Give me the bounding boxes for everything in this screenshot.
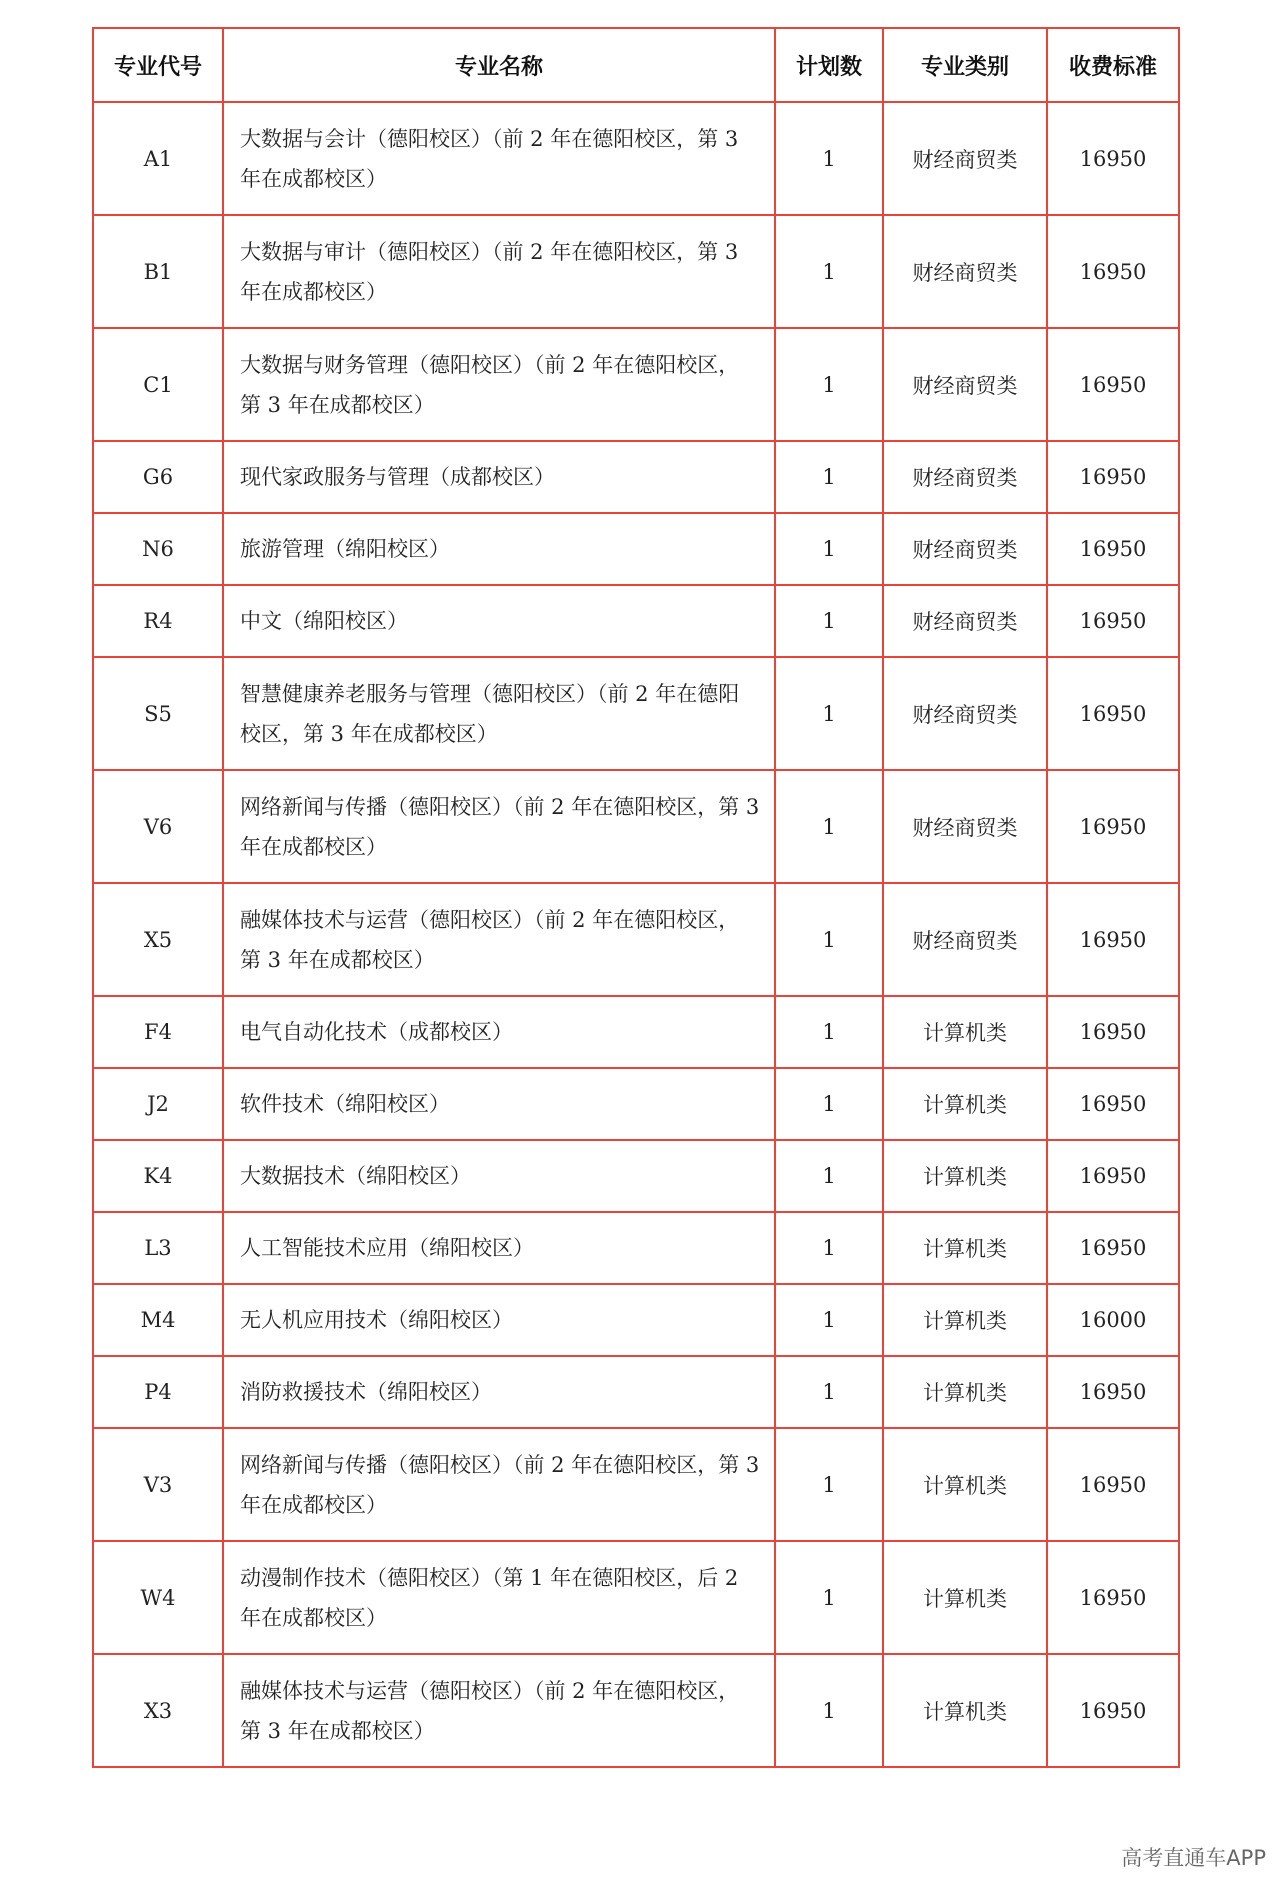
cell-category: 计算机类 (883, 1541, 1047, 1654)
cell-code: C1 (93, 328, 223, 441)
cell-name: 旅游管理（绵阳校区） (223, 513, 775, 585)
cell-plan: 1 (775, 441, 883, 513)
cell-fee: 16950 (1047, 1654, 1179, 1767)
table-row (93, 102, 1179, 215)
cell-fee: 16950 (1047, 585, 1179, 657)
cell-plan: 1 (775, 328, 883, 441)
table-row (93, 657, 1179, 770)
cell-category: 计算机类 (883, 1068, 1047, 1140)
table-row (93, 1212, 1179, 1284)
cell-category: 计算机类 (883, 1356, 1047, 1428)
cell-code: B1 (93, 215, 223, 328)
table-row (93, 215, 1179, 328)
watermark: 高考直通车APP (1121, 1846, 1266, 1870)
cell-category: 财经商贸类 (883, 585, 1047, 657)
cell-category: 计算机类 (883, 1212, 1047, 1284)
cell-code: L3 (93, 1212, 223, 1284)
cell-category: 财经商贸类 (883, 441, 1047, 513)
table-row (93, 441, 1179, 513)
cell-code: J2 (93, 1068, 223, 1140)
cell-name: 人工智能技术应用（绵阳校区） (223, 1212, 775, 1284)
cell-plan: 1 (775, 1356, 883, 1428)
cell-name: 智慧健康养老服务与管理（德阳校区）（前 2 年在德阳校区，第 3 年在成都校区） (223, 657, 775, 770)
cell-code: F4 (93, 996, 223, 1068)
cell-plan: 1 (775, 1212, 883, 1284)
cell-name: 大数据与审计（德阳校区）（前 2 年在德阳校区，第 3 年在成都校区） (223, 215, 775, 328)
table-row (93, 1356, 1179, 1428)
cell-plan: 1 (775, 657, 883, 770)
table-row (93, 1428, 1179, 1541)
cell-code: X3 (93, 1654, 223, 1767)
cell-name: 中文（绵阳校区） (223, 585, 775, 657)
table-row (93, 328, 1179, 441)
cell-plan: 1 (775, 1068, 883, 1140)
cell-plan: 1 (775, 102, 883, 215)
cell-fee: 16950 (1047, 1140, 1179, 1212)
cell-category: 计算机类 (883, 1284, 1047, 1356)
enrollment-plan-table (92, 27, 1180, 1768)
cell-name: 动漫制作技术（德阳校区）（第 1 年在德阳校区，后 2 年在成都校区） (223, 1541, 775, 1654)
cell-category: 财经商贸类 (883, 328, 1047, 441)
cell-fee: 16950 (1047, 215, 1179, 328)
cell-name: 大数据与会计（德阳校区）（前 2 年在德阳校区，第 3 年在成都校区） (223, 102, 775, 215)
table-row (93, 770, 1179, 883)
header-category: 专业类别 (883, 28, 1047, 102)
cell-plan: 1 (775, 1541, 883, 1654)
table-row (93, 1068, 1179, 1140)
cell-name: 网络新闻与传播（德阳校区）（前 2 年在德阳校区，第 3 年在成都校区） (223, 1428, 775, 1541)
table-header-row (93, 28, 1179, 102)
cell-name: 消防救援技术（绵阳校区） (223, 1356, 775, 1428)
cell-plan: 1 (775, 215, 883, 328)
cell-category: 财经商贸类 (883, 770, 1047, 883)
cell-name: 软件技术（绵阳校区） (223, 1068, 775, 1140)
cell-category: 计算机类 (883, 1140, 1047, 1212)
cell-plan: 1 (775, 585, 883, 657)
table-row (93, 996, 1179, 1068)
cell-code: P4 (93, 1356, 223, 1428)
cell-fee: 16950 (1047, 1356, 1179, 1428)
cell-plan: 1 (775, 996, 883, 1068)
cell-fee: 16950 (1047, 102, 1179, 215)
table-row (93, 1541, 1179, 1654)
cell-name: 现代家政服务与管理（成都校区） (223, 441, 775, 513)
cell-name: 大数据技术（绵阳校区） (223, 1140, 775, 1212)
cell-name: 无人机应用技术（绵阳校区） (223, 1284, 775, 1356)
table-row (93, 1654, 1179, 1767)
table-row (93, 513, 1179, 585)
cell-fee: 16950 (1047, 770, 1179, 883)
cell-plan: 1 (775, 1284, 883, 1356)
cell-code: M4 (93, 1284, 223, 1356)
cell-fee: 16950 (1047, 513, 1179, 585)
cell-fee: 16950 (1047, 1541, 1179, 1654)
cell-fee: 16950 (1047, 1068, 1179, 1140)
cell-category: 财经商贸类 (883, 215, 1047, 328)
cell-plan: 1 (775, 1654, 883, 1767)
cell-category: 财经商贸类 (883, 102, 1047, 215)
cell-name: 融媒体技术与运营（德阳校区）（前 2 年在德阳校区，第 3 年在成都校区） (223, 1654, 775, 1767)
cell-plan: 1 (775, 513, 883, 585)
header-fee: 收费标准 (1047, 28, 1179, 102)
cell-code: W4 (93, 1541, 223, 1654)
cell-fee: 16950 (1047, 441, 1179, 513)
cell-fee: 16950 (1047, 657, 1179, 770)
cell-category: 计算机类 (883, 1654, 1047, 1767)
cell-fee: 16000 (1047, 1284, 1179, 1356)
cell-plan: 1 (775, 1140, 883, 1212)
table-row (93, 883, 1179, 996)
cell-name: 网络新闻与传播（德阳校区）（前 2 年在德阳校区，第 3 年在成都校区） (223, 770, 775, 883)
header-name: 专业名称 (223, 28, 775, 102)
cell-plan: 1 (775, 883, 883, 996)
cell-fee: 16950 (1047, 996, 1179, 1068)
cell-code: K4 (93, 1140, 223, 1212)
cell-code: X5 (93, 883, 223, 996)
cell-code: R4 (93, 585, 223, 657)
cell-category: 计算机类 (883, 996, 1047, 1068)
cell-name: 融媒体技术与运营（德阳校区）（前 2 年在德阳校区，第 3 年在成都校区） (223, 883, 775, 996)
cell-category: 财经商贸类 (883, 883, 1047, 996)
cell-fee: 16950 (1047, 883, 1179, 996)
cell-name: 大数据与财务管理（德阳校区）（前 2 年在德阳校区，第 3 年在成都校区） (223, 328, 775, 441)
cell-code: V3 (93, 1428, 223, 1541)
table-row (93, 1140, 1179, 1212)
cell-code: N6 (93, 513, 223, 585)
cell-fee: 16950 (1047, 328, 1179, 441)
cell-name: 电气自动化技术（成都校区） (223, 996, 775, 1068)
cell-plan: 1 (775, 770, 883, 883)
cell-code: S5 (93, 657, 223, 770)
cell-category: 财经商贸类 (883, 513, 1047, 585)
cell-plan: 1 (775, 1428, 883, 1541)
table-row (93, 585, 1179, 657)
cell-category: 计算机类 (883, 1428, 1047, 1541)
cell-code: A1 (93, 102, 223, 215)
cell-fee: 16950 (1047, 1212, 1179, 1284)
header-plan: 计划数 (775, 28, 883, 102)
cell-code: G6 (93, 441, 223, 513)
cell-code: V6 (93, 770, 223, 883)
cell-fee: 16950 (1047, 1428, 1179, 1541)
table-row (93, 1284, 1179, 1356)
header-code: 专业代号 (93, 28, 223, 102)
cell-category: 财经商贸类 (883, 657, 1047, 770)
